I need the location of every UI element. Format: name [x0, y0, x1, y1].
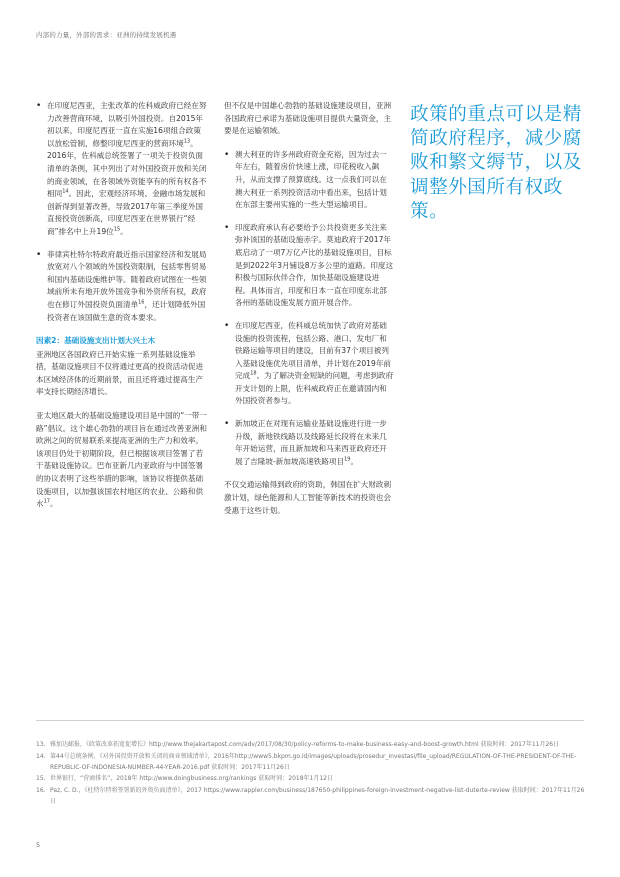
bullet-dot-icon: •	[224, 149, 230, 160]
list-item: • 在印度尼西亚，主张改革的佐科威政府已经在努力改善营商环境，以吸引外国投资。自2015年初以来，印度尼西亚一直在实施16项组合政策以放松管制，修整印度尼西亚的营商环境$^{13}$。2016年，佐科威总统签署了一项关于投资负面清单的条例，其中列出了对外国投资开放和关闭的商业领域，在各领域外资能享有的所有权各不相同$^{14}$。因此，宏观经济环境、金融市场发展和创新得到显著改善，导致2017年第三季度外国直接投资创新高，印度尼西亚在世界银行“经商”排名中上升19位$^{15}$。	[36, 101, 207, 236]
footnote-divider	[36, 720, 584, 721]
section-heading: 因素2：基础设施支出计划大兴土木	[36, 336, 156, 346]
list-item: • 在印度尼西亚，佐科威总统加快了政府对基础设施的投资流程，包括公路、港口、发电厂和铁路运输等项目的建设，目前有37个项目被列入基础设施优先项目清单，并计划在2019年前完成$^{18}$。为了解决资金短缺的问题，考虑到政府开支计划的上限，佐科威政府正在邀请国内和外国投资者参与。	[224, 320, 394, 406]
bullet-dot-icon: •	[224, 419, 230, 430]
footnote: 16. Paz, C. D.，《杜特尔特将签署新的外资负面清单》，2017 https://www.rappler.com/business/187650-philippines-foreign-investment-negative-list-duterte-review 获取时间：2017年11月26日	[36, 787, 585, 805]
footnote: 13. 雅加达邮报，《政策改革拓宽促增长》http://www.thejakartapost.com/adv/2017/08/30/policy-reforms-to-make-business-easy-and-boost-growth.html 获取时间：2017年11月26日	[36, 741, 560, 748]
running-header: 内部的力量，外部的需求：亚洲的持续发展机遇	[36, 31, 177, 39]
paragraph: 但不仅是中国雄心勃勃的基础设施建设项目，亚洲各国政府已承诺为基础设施项目提供大量资金，主要是在运输领域。	[224, 101, 392, 136]
bullet-dot-icon: •	[224, 222, 230, 233]
left-column	[36, 100, 208, 522]
footnotes	[36, 740, 588, 809]
bullet-dot-icon: •	[224, 320, 230, 331]
bullet-dot-icon: •	[36, 101, 42, 111]
list-item: • 菲律宾杜特尔特政府最近指示国家经济和发展局放宽对八个领域的外国投资限制，包括零售贸易和国内基础设施维护等。随着政府试图在一些领域前所未有地开放外国竞争和外资所有权，政府也在修订外国投资负面清单$^{16}$，还计划降低外国投资者在该国做生意的资本要求。	[36, 249, 207, 322]
middle-column	[224, 100, 394, 528]
list-item: • 印度政府承认有必要给予公共投资更多关注来弥补该国的基础设施赤字。莫迪政府于2017年底启动了一项7万亿卢比的基础设施项目，目标是到2022年3月铺设8万多公里的道路。印度这积极与国际伙伴合作，加快基础设施建设进程。具体而言，印度和日本一直在印度东北部各州的基础设施发展方面开展合作。	[224, 222, 394, 308]
pull-quote: 政策的重点可以是精简政府程序，减少腐败和繁文缛节，以及调整外国所有权政策。	[410, 104, 582, 222]
list-item: • 澳大利亚的许多州政府资金充裕，因为过去一年左右，随着房价快速上涨，印花税收入飙升，从而支撑了预算底线。这一点我们可以在澳大利亚一系列投资活动中看出来，包括计划在东部主要州实施的一些大型运输项目。	[224, 149, 387, 210]
page-number: 5	[36, 841, 41, 849]
infrastructure-bullet-list	[224, 149, 394, 469]
paragraph: 亚太地区最大的基础设施建设项目是中国的“一带一路”倡议。这个雄心勃勃的项目旨在通过改善亚洲和欧洲之间的贸易联系来提高亚洲的生产力和效率。该项目仍处于初期阶段，但已根据该项目签署了若干基础设施协议。巴布亚新几内亚政府与中国签署的协议表明了这些举措的影响，该协议将提供基础设施项目，以加强该国农村地区的农业、公路和供水$^{17}$。	[36, 411, 207, 509]
bullet-dot-icon: •	[36, 249, 42, 260]
footnote: 14. 第44号总统条例，《对外国投资开放和关闭的商业领域清单》，2016年http://www5.bkpm.go.id/images/uploads/prosedur_investasi/file_upload/REGULATION-OF-THE-PRESIDENT-OF-THE-REPUBLIC-OF-INDONESIA-NUMBER-44-YEAR-2016.pdf 获取时间：2017年11月26日	[36, 752, 577, 771]
footnote: 15. 世界银行，“营商排名”，2018年 http://www.doingbusiness.org/rankings 获取时间：2018年1月12日	[36, 775, 333, 783]
paragraph: 亚洲地区各国政府已开始实施一系列基础设施举措，基础设施项目不仅将通过更高的投资活动促进本区域经济体的近期前景，而且还将通过提高生产率支持长期经济增长。	[36, 349, 204, 397]
paragraph: 不仅交通运输得到政府的资助，韩国在扩大财政刺激计划，绿色能源和人工智能等新技术的投资也会受惠于这些计划。	[224, 480, 392, 515]
reform-bullet-list	[36, 100, 208, 324]
list-item: • 新加坡正在对现有运输业基础设施进行进一步升级，新地铁线路以及线路延长段将在未来几年开始运营，而且新加坡和马来西亚政府还开展了吉隆坡-新加坡高速铁路项目$^{19}$。	[224, 419, 387, 466]
